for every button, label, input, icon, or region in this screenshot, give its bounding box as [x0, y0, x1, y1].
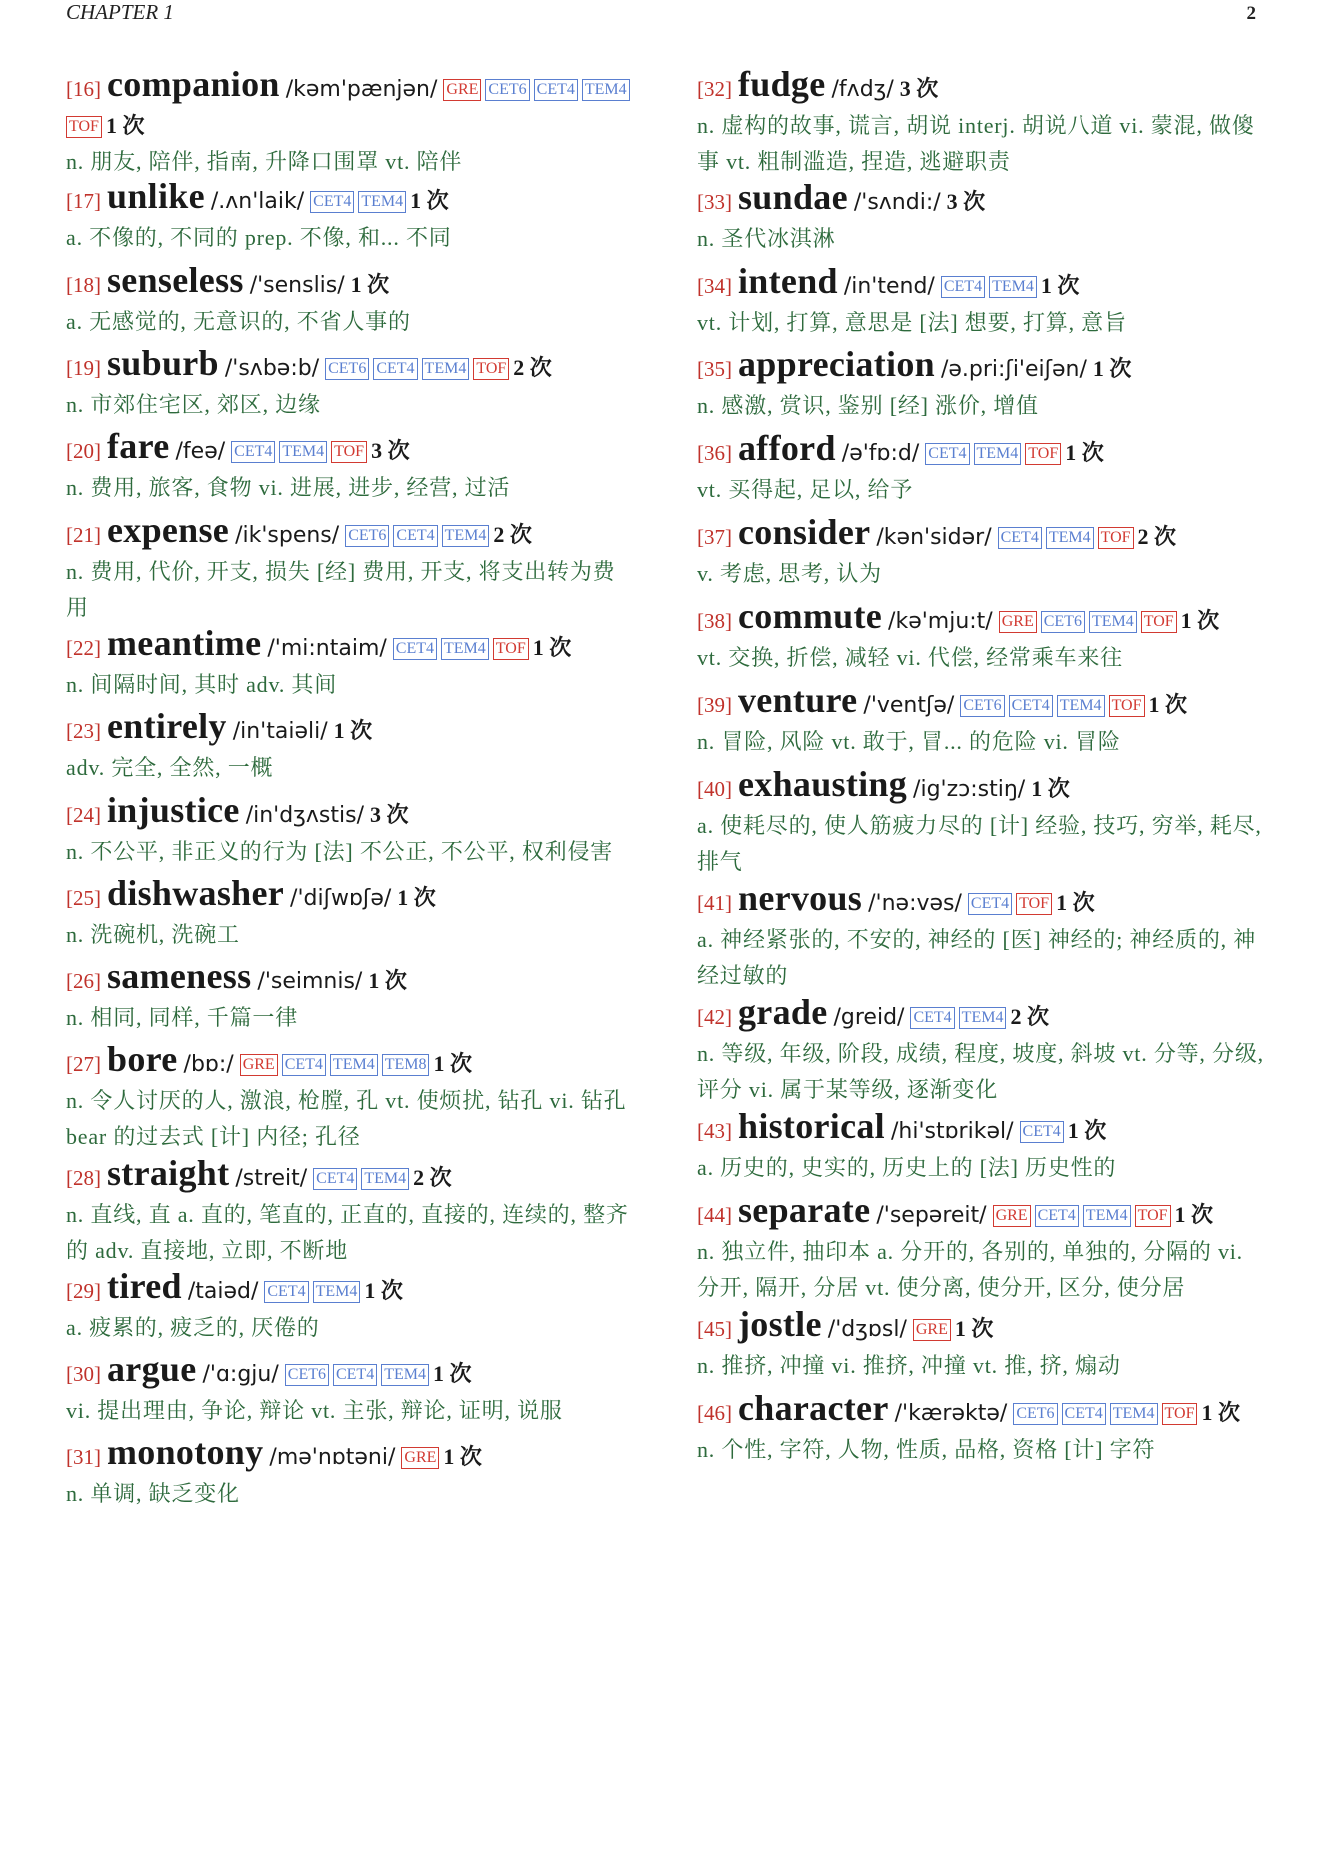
phonetic: /'dʒɒsl/ — [827, 1317, 907, 1342]
entry-number: [17] — [66, 189, 101, 213]
phonetic: /'diʃwɒʃə/ — [290, 886, 392, 911]
definition: n. 冒险, 风险 vt. 敢于, 冒... 的危险 vi. 冒险 — [697, 729, 1121, 754]
exam-tag: TEM4 — [422, 358, 470, 380]
entry-headline — [66, 792, 638, 834]
entry-number: [22] — [66, 636, 101, 660]
headword: consider — [738, 512, 871, 552]
headword: exhausting — [738, 764, 908, 804]
exam-tag: CET6 — [485, 79, 529, 101]
definition: n. 市郊住宅区, 郊区, 边缘 — [66, 392, 321, 417]
headword: character — [738, 1388, 889, 1428]
entry-number: [20] — [66, 439, 101, 463]
vocab-entry — [697, 1390, 1269, 1468]
phonetic: /'seimnis/ — [257, 969, 363, 994]
entry-number: [45] — [697, 1317, 732, 1341]
vocab-entry — [697, 66, 1269, 180]
frequency-count: 1 次 — [397, 885, 436, 910]
headword: argue — [107, 1349, 197, 1389]
vocab-entry — [697, 994, 1269, 1108]
headword: commute — [738, 596, 883, 636]
exam-tag: TEM4 — [358, 191, 406, 213]
exam-tag: CET4 — [1035, 1205, 1079, 1227]
headword: expense — [107, 510, 230, 550]
phonetic: /'ventʃə/ — [863, 693, 955, 718]
exam-tag: CET6 — [1041, 611, 1085, 633]
entry-number: [44] — [697, 1203, 732, 1227]
frequency-count: 2 次 — [493, 522, 532, 547]
phonetic: /streit/ — [235, 1166, 308, 1191]
headword: bore — [107, 1039, 178, 1079]
vocab-entry — [697, 766, 1269, 880]
definition: n. 感激, 赏识, 鉴别 [经] 涨价, 增值 — [697, 393, 1039, 418]
phonetic: /taiəd/ — [187, 1279, 259, 1304]
headword: monotony — [107, 1432, 264, 1472]
exam-tag: CET6 — [1013, 1403, 1057, 1425]
headword: jostle — [738, 1304, 822, 1344]
page-number: 2 — [1246, 3, 1256, 24]
entry-headline — [66, 428, 638, 470]
entry-number: [26] — [66, 969, 101, 993]
entry-headline — [66, 958, 638, 1000]
phonetic: /'sʌndi:/ — [853, 190, 941, 215]
phonetic: /ik'spens/ — [235, 523, 340, 548]
exam-tag: CET6 — [345, 525, 389, 547]
entry-number: [42] — [697, 1005, 732, 1029]
exam-tag: CET4 — [1062, 1403, 1106, 1425]
entry-headline — [697, 880, 1269, 922]
exam-tag: CET4 — [373, 358, 417, 380]
exam-tag: CET4 — [333, 1364, 377, 1386]
frequency-count: 1 次 — [333, 718, 373, 743]
definition: n. 洗碗机, 洗碗工 — [66, 922, 240, 947]
phonetic: /'ɑ:gju/ — [202, 1362, 279, 1387]
vocab-entry — [66, 262, 638, 340]
vocab-entry — [66, 1268, 638, 1346]
headword: tired — [107, 1266, 182, 1306]
entry-headline — [697, 346, 1269, 388]
entry-headline — [66, 875, 638, 917]
definition: a. 使耗尽的, 使人筋疲力尽的 [计] 经验, 技巧, 穷举, 耗尽, 排气 — [697, 813, 1262, 874]
entry-headline — [697, 766, 1269, 808]
definition: n. 个性, 字符, 人物, 性质, 品格, 资格 [计] 字符 — [697, 1437, 1156, 1462]
headword: suburb — [107, 343, 219, 383]
phonetic: /ə.pri:ʃi'eiʃən/ — [940, 357, 1087, 382]
entry-number: [31] — [66, 1445, 101, 1469]
definition: n. 等级, 年级, 阶段, 成绩, 程度, 坡度, 斜坡 vt. 分等, 分级, 评分 vi. 属于某等级, 逐渐变化 — [697, 1041, 1264, 1102]
phonetic: /kən'sidər/ — [876, 525, 992, 550]
exam-tag: TEM4 — [381, 1364, 429, 1386]
entry-headline — [697, 994, 1269, 1036]
entry-number: [41] — [697, 891, 732, 915]
phonetic: /fʌdʒ/ — [831, 77, 894, 102]
exam-tag: TEM4 — [959, 1007, 1007, 1029]
entry-headline — [66, 1351, 638, 1393]
entry-number: [30] — [66, 1362, 101, 1386]
entry-headline — [697, 1390, 1269, 1432]
definition: vt. 计划, 打算, 意思是 [法] 想要, 打算, 意旨 — [697, 310, 1127, 335]
vocab-entry — [66, 1041, 638, 1155]
vocab-entry — [697, 1192, 1269, 1306]
frequency-count: 1 次 — [1092, 356, 1132, 381]
definition: n. 费用, 代价, 开支, 损失 [经] 费用, 开支, 将支出转为费用 — [66, 559, 616, 620]
definition: n. 圣代冰淇淋 — [697, 226, 836, 251]
headword: intend — [738, 261, 838, 301]
definition: vt. 买得起, 足以, 给予 — [697, 477, 914, 502]
entry-headline — [66, 1041, 638, 1083]
headword: unlike — [107, 176, 205, 216]
exam-tag: CET6 — [325, 358, 369, 380]
exam-tag: CET4 — [910, 1007, 954, 1029]
phonetic: /in'dʒʌstis/ — [245, 803, 364, 828]
entry-headline — [66, 178, 638, 220]
entry-number: [32] — [697, 77, 732, 101]
exam-tag: TOF — [66, 116, 102, 138]
entry-number: [23] — [66, 719, 101, 743]
definition: n. 相同, 同样, 千篇一律 — [66, 1005, 299, 1030]
exam-tag: CET4 — [534, 79, 578, 101]
vocab-entry — [697, 1108, 1269, 1186]
exam-tag: TEM4 — [582, 79, 630, 101]
exam-tag: CET4 — [998, 527, 1042, 549]
phonetic: /hi'stɒrikəl/ — [890, 1119, 1014, 1144]
phonetic: /kəm'pænjən/ — [285, 77, 438, 102]
entry-number: [29] — [66, 1279, 101, 1303]
exam-tag: CET4 — [968, 893, 1012, 915]
frequency-count: 1 次 — [433, 1051, 472, 1076]
entry-headline — [697, 1108, 1269, 1150]
headword: historical — [738, 1106, 885, 1146]
entry-headline — [697, 1192, 1269, 1234]
vocab-entry — [66, 512, 638, 626]
frequency-count: 1 次 — [432, 1361, 472, 1386]
phonetic: /greid/ — [833, 1005, 905, 1030]
vocab-entry — [66, 708, 638, 786]
frequency-count: 1 次 — [1180, 608, 1220, 633]
vocab-entry — [66, 875, 638, 953]
headword: straight — [107, 1153, 230, 1193]
exam-tag: GRE — [999, 611, 1037, 633]
entry-number: [37] — [697, 525, 732, 549]
vocab-entry — [66, 1351, 638, 1429]
entry-number: [35] — [697, 357, 732, 381]
definition: n. 令人讨厌的人, 激浪, 枪膛, 孔 vt. 使烦扰, 钻孔 vi. 钻孔 bear 的过去式 [计] 内径; 孔径 — [66, 1088, 627, 1149]
definition: n. 费用, 旅客, 食物 vi. 进展, 进步, 经营, 过活 — [66, 475, 511, 500]
exam-tag: TOF — [1109, 695, 1145, 717]
frequency-count: 3 次 — [371, 438, 410, 463]
entry-headline — [66, 262, 638, 304]
exam-tag: TOF — [1135, 1205, 1171, 1227]
frequency-count: 3 次 — [946, 189, 986, 214]
definition: n. 推挤, 冲撞 vi. 推挤, 冲撞 vt. 推, 挤, 煽动 — [697, 1353, 1121, 1378]
phonetic: /in'taiəli/ — [232, 719, 328, 744]
phonetic: /ig'zɔ:stiŋ/ — [913, 777, 1026, 802]
vocab-entry — [66, 178, 638, 256]
vocab-entry — [66, 1434, 638, 1512]
vocab-entry — [697, 682, 1269, 760]
frequency-count: 1 次 — [443, 1444, 482, 1469]
frequency-count: 1 次 — [1056, 890, 1095, 915]
frequency-count: 1 次 — [364, 1278, 403, 1303]
entry-headline — [66, 345, 638, 387]
frequency-count: 2 次 — [1137, 524, 1177, 549]
entry-headline — [66, 66, 638, 144]
exam-tag: GRE — [443, 79, 481, 101]
frequency-count: 1 次 — [1031, 776, 1070, 801]
headword: afford — [738, 428, 836, 468]
exam-tag: TOF — [1141, 611, 1177, 633]
entry-headline — [697, 66, 1269, 108]
vocab-entry — [697, 346, 1269, 424]
headword: meantime — [107, 623, 262, 663]
frequency-count: 2 次 — [513, 355, 552, 380]
vocab-entry — [66, 345, 638, 423]
exam-tag: TOF — [1016, 893, 1052, 915]
phonetic: /feə/ — [175, 439, 226, 464]
entry-number: [18] — [66, 273, 101, 297]
definition: n. 不公平, 非正义的行为 [法] 不公正, 不公平, 权利侵害 — [66, 839, 614, 864]
exam-tag: GRE — [240, 1054, 278, 1076]
entry-number: [19] — [66, 356, 101, 380]
exam-tag: TEM4 — [279, 441, 327, 463]
exam-tag: TEM4 — [1110, 1403, 1158, 1425]
headword: dishwasher — [107, 873, 285, 913]
definition: n. 虚构的故事, 谎言, 胡说 interj. 胡说八道 vi. 蒙混, 做傻事 vt. 粗制滥造, 捏造, 逃避职责 — [697, 113, 1255, 174]
definition: v. 考虑, 思考, 认为 — [697, 561, 882, 586]
exam-tag: TOF — [493, 638, 529, 660]
entry-number: [21] — [66, 523, 101, 547]
headword: nervous — [738, 878, 863, 918]
entry-number: [24] — [66, 803, 101, 827]
headword: venture — [738, 680, 858, 720]
entry-headline — [697, 430, 1269, 472]
definition: vt. 交换, 折偿, 减轻 vi. 代偿, 经常乘车来往 — [697, 645, 1123, 670]
exam-tag: TEM4 — [361, 1168, 409, 1190]
phonetic: /.ʌn'laik/ — [210, 189, 305, 214]
vocab-entry — [697, 1306, 1269, 1384]
exam-tag: TOF — [331, 441, 367, 463]
headword: companion — [107, 64, 280, 104]
exam-tag: CET4 — [393, 525, 437, 547]
vocab-entry — [66, 428, 638, 506]
exam-tag: TOF — [1025, 443, 1061, 465]
frequency-count: 3 次 — [899, 76, 939, 101]
entry-number: [33] — [697, 190, 732, 214]
definition: a. 无感觉的, 无意识的, 不省人事的 — [66, 309, 411, 334]
phonetic: /'sʌbə:b/ — [224, 356, 320, 381]
exam-tag: GRE — [913, 1319, 951, 1341]
exam-tag: TEM4 — [442, 525, 490, 547]
frequency-count: 3 次 — [370, 802, 409, 827]
vocab-entry — [697, 880, 1269, 994]
definition: adv. 完全, 全然, 一概 — [66, 755, 274, 780]
exam-tag: TOF — [1098, 527, 1134, 549]
frequency-count: 1 次 — [410, 188, 449, 213]
entry-number: [28] — [66, 1166, 101, 1190]
definition: a. 神经紧张的, 不安的, 神经的 [医] 神经的; 神经质的, 神经过敏的 — [697, 927, 1257, 988]
frequency-count: 1 次 — [350, 272, 390, 297]
definition: vi. 提出理由, 争论, 辩论 vt. 主张, 辩论, 证明, 说服 — [66, 1398, 563, 1423]
entry-headline — [697, 179, 1269, 221]
phonetic: /mə'nɒtəni/ — [269, 1445, 396, 1470]
exam-tag: GRE — [401, 1447, 439, 1469]
vocab-entry — [697, 514, 1269, 592]
exam-tag: CET4 — [925, 443, 969, 465]
definition: n. 直线, 直 a. 直的, 笔直的, 正直的, 直接的, 连续的, 整齐的 adv. 直接地, 立即, 不断地 — [66, 1202, 629, 1263]
entry-number: [40] — [697, 777, 732, 801]
exam-tag: CET4 — [310, 191, 354, 213]
exam-tag: TEM4 — [989, 276, 1037, 298]
definition: a. 疲累的, 疲乏的, 厌倦的 — [66, 1315, 320, 1340]
entry-headline — [697, 263, 1269, 305]
entry-number: [39] — [697, 693, 732, 717]
exam-tag: CET4 — [1009, 695, 1053, 717]
headword: fare — [107, 426, 170, 466]
vocab-entry — [66, 66, 638, 180]
exam-tag: TEM4 — [441, 638, 489, 660]
entry-number: [34] — [697, 274, 732, 298]
phonetic: /ə'fɒ:d/ — [841, 441, 920, 466]
frequency-count: 1 次 — [1148, 692, 1188, 717]
exam-tag: TEM4 — [313, 1281, 361, 1303]
headword: separate — [738, 1190, 871, 1230]
phonetic: /in'tend/ — [843, 274, 935, 299]
exam-tag: CET4 — [1020, 1121, 1064, 1143]
vocab-entry — [697, 430, 1269, 508]
vocab-entry — [66, 958, 638, 1036]
headword: injustice — [107, 790, 240, 830]
definition: a. 历史的, 史实的, 历史上的 [法] 历史性的 — [697, 1155, 1117, 1180]
phonetic: /bɒ:/ — [183, 1052, 234, 1077]
exam-tag: TEM4 — [1089, 611, 1137, 633]
phonetic: /'mi:ntaim/ — [267, 636, 387, 661]
entry-headline — [66, 1155, 638, 1197]
entry-headline — [66, 625, 638, 667]
entry-headline — [697, 682, 1269, 724]
entry-number: [38] — [697, 609, 732, 633]
phonetic: /kə'mju:t/ — [888, 609, 993, 634]
frequency-count: 1 次 — [1174, 1202, 1214, 1227]
headword: sundae — [738, 177, 848, 217]
frequency-count: 1 次 — [105, 113, 145, 138]
phonetic: /'kærəktə/ — [894, 1401, 1008, 1426]
exam-tag: TOF — [473, 358, 509, 380]
vocab-entry — [66, 792, 638, 870]
exam-tag: TEM8 — [382, 1054, 430, 1076]
headword: appreciation — [738, 344, 935, 384]
exam-tag: TEM4 — [974, 443, 1022, 465]
vocab-entry — [697, 263, 1269, 341]
phonetic: /'nə:vəs/ — [868, 891, 962, 916]
entry-headline — [697, 598, 1269, 640]
headword: sameness — [107, 956, 252, 996]
entry-number: [27] — [66, 1052, 101, 1076]
exam-tag: CET4 — [313, 1168, 357, 1190]
frequency-count: 1 次 — [954, 1316, 994, 1341]
frequency-count: 1 次 — [1040, 273, 1080, 298]
vocab-entry — [697, 598, 1269, 676]
vocab-entry — [66, 1155, 638, 1269]
exam-tag: CET4 — [941, 276, 985, 298]
frequency-count: 2 次 — [413, 1165, 452, 1190]
definition: n. 独立件, 抽印本 a. 分开的, 各别的, 单独的, 分隔的 vi. 分开, 隔开, 分居 vt. 使分离, 使分开, 区分, 使分居 — [697, 1239, 1243, 1300]
headword: senseless — [107, 260, 244, 300]
frequency-count: 1 次 — [1067, 1118, 1107, 1143]
entry-headline — [66, 1268, 638, 1310]
headword: entirely — [107, 706, 227, 746]
exam-tag: CET4 — [264, 1281, 308, 1303]
exam-tag: TOF — [1162, 1403, 1198, 1425]
frequency-count: 1 次 — [532, 635, 572, 660]
headword: grade — [738, 992, 828, 1032]
vocab-entry — [697, 179, 1269, 257]
frequency-count: 2 次 — [1010, 1004, 1049, 1029]
exam-tag: TEM4 — [1083, 1205, 1131, 1227]
entry-headline — [697, 1306, 1269, 1348]
headword: fudge — [738, 64, 826, 104]
vocab-entry — [66, 625, 638, 703]
page-header — [66, 0, 1256, 26]
entry-number: [43] — [697, 1119, 732, 1143]
frequency-count: 1 次 — [1065, 440, 1104, 465]
exam-tag: GRE — [993, 1205, 1031, 1227]
definition: n. 单调, 缺乏变化 — [66, 1481, 240, 1506]
entry-number: [36] — [697, 441, 732, 465]
definition: n. 间隔时间, 其时 adv. 其间 — [66, 672, 338, 697]
exam-tag: CET4 — [231, 441, 275, 463]
entry-headline — [66, 708, 638, 750]
entry-headline — [66, 1434, 638, 1476]
definition: a. 不像的, 不同的 prep. 不像, 和... 不同 — [66, 225, 452, 250]
entry-number: [25] — [66, 886, 101, 910]
exam-tag: CET4 — [282, 1054, 326, 1076]
definition: n. 朋友, 陪伴, 指南, 升降口围罩 vt. 陪伴 — [66, 149, 463, 174]
exam-tag: TEM4 — [330, 1054, 378, 1076]
exam-tag: TEM4 — [1057, 695, 1105, 717]
exam-tag: CET4 — [393, 638, 437, 660]
exam-tag: TEM4 — [1046, 527, 1094, 549]
entry-headline — [66, 512, 638, 554]
phonetic: /'senslis/ — [249, 273, 345, 298]
exam-tag: CET6 — [960, 695, 1004, 717]
entry-headline — [697, 514, 1269, 556]
phonetic: /'sepəreit/ — [876, 1203, 987, 1228]
frequency-count: 1 次 — [368, 968, 407, 993]
exam-tag: CET6 — [285, 1364, 329, 1386]
frequency-count: 1 次 — [1201, 1400, 1240, 1425]
chapter-title: CHAPTER 1 — [66, 0, 174, 24]
entry-number: [16] — [66, 77, 101, 101]
entry-number: [46] — [697, 1401, 732, 1425]
